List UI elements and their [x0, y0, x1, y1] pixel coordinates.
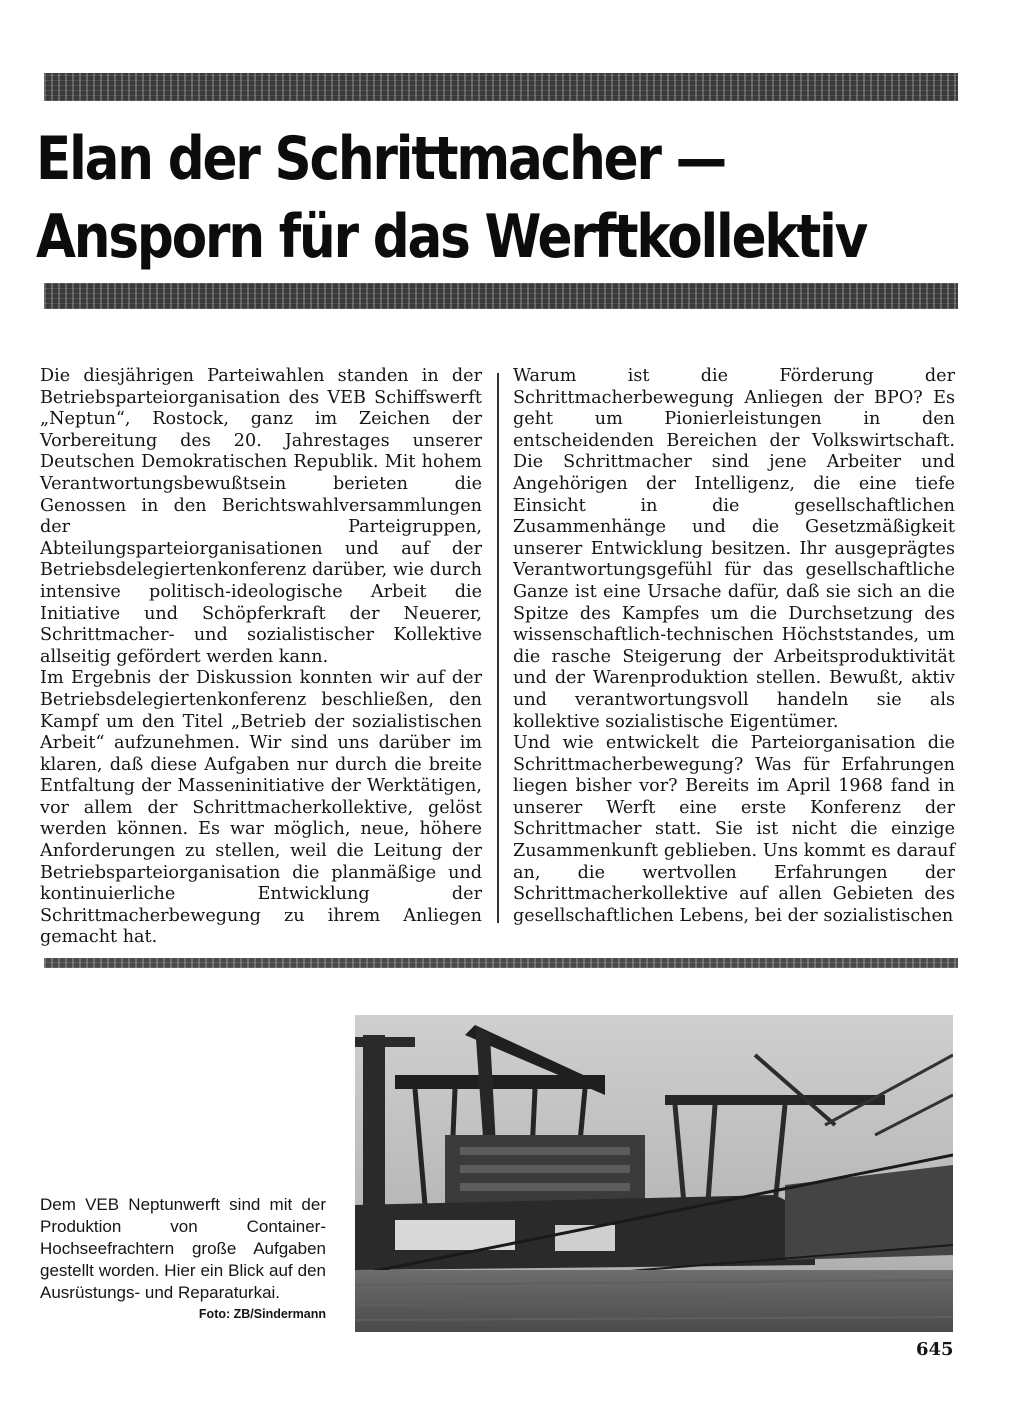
page-number: 645: [916, 1339, 954, 1360]
photo-credit: Foto: ZB/Sindermann: [198, 1307, 326, 1321]
paragraph: Warum ist die Förderung der Schrittmacherbewegung Anliegen der BPO? Es geht um Pionierleistungen in den entscheidenden Bereichen der Volkswirtschaft. Die Schrittmacher sind jene Arbeiter und Angehörigen der Intelligenz, die eine tiefe Einsicht in die gesellschaftlichen Zusammenhänge und die Gesetzmäßigkeit unserer Entwicklung besitzen. Ihr ausgeprägtes Verantwortungsgefühl für das gesellschaftliche Ganze ist eine Ursache dafür, daß sie sich an die Spitze des Kampfes um die Durchsetzung des wissenschaftlich-technischen Höchststandes, um die rasche Steigerung der Arbeitsproduktivität und der Warenproduktion stellen. Bewußt, aktiv und verantwortungsvoll handeln sie als kollektive sozialistische Eigentümer.: [513, 366, 955, 732]
paragraph: Im Ergebnis der Diskussion konnten wir auf der Betriebsdelegiertenkonferenz beschließen, den Kampf um den Titel „Betrieb der sozialistischen Arbeit“ aufzunehmen. Wir sind uns darüber im klaren, daß diese Aufgaben nur durch die breite Entfaltung der Masseninitiative der Werktätigen, vor allem der Schrittmacherkollektive, gelöst werden können. Es war möglich, neue, höhere Anforderungen zu stellen, weil die Leitung der Betriebsparteiorganisation die planmäßige und kontinuierliche Entwicklung der Schrittmacherbewegung zu ihrem Anliegen gemacht hat.: [40, 668, 482, 948]
decorative-band-bottom: [44, 958, 958, 968]
paragraph: Die diesjährigen Parteiwahlen standen in der Betriebsparteiorganisation des VEB Schiffswerft „Neptun“, Rostock, ganz im Zeichen der Vorbereitung des 20. Jahrestages unserer Deutschen Demokratischen Republik. Mit hohem Verantwortungsbewußtsein berieten die Genossen in den Berichtswahlversammlungen der Parteigruppen, Abteilungsparteiorganisationen und auf der Betriebsdelegiertenkonferenz darüber, wie durch intensive politisch-ideologische Arbeit die Initiative und Schöpferkraft der Neuerer, Schrittmacher- und sozialistischer Kollektive allseitig gefördert werden kann.: [40, 366, 482, 667]
article-title: [36, 120, 867, 276]
photo-caption: Dem VEB Neptunwerft sind mit der Produktion von Container-Hochseefrachtern große Aufgaben gestellt worden. Hier ein Blick auf den Ausrüstungs- und Reparaturkai.: [40, 1195, 326, 1302]
title-line-2: Ansporn für das Werftkollektiv: [36, 202, 867, 272]
column-divider: [497, 373, 499, 923]
article-column-right: [513, 366, 955, 927]
title-line-1: Elan der Schrittmacher —: [36, 124, 726, 194]
decorative-band-middle: [44, 283, 958, 309]
shipyard-photo: [355, 1015, 953, 1332]
paragraph: Und wie entwickelt die Parteiorganisation die Schrittmacherbewegung? Was für Erfahrungen liegen bisher vor? Bereits im April 1968 fand in unserer Werft eine erste Konferenz der Schrittmacher statt. Sie ist nicht die einzige Zusammenkunft geblieben. Uns kommt es darauf an, die wertvollen Erfahrungen der Schrittmacherkollektive auf allen Gebieten des gesellschaftlichen Lebens, bei der sozialistischen: [513, 733, 955, 926]
decorative-band-top: [44, 73, 958, 101]
shipyard-illustration: [355, 1015, 953, 1332]
article-column-left: [40, 366, 482, 949]
